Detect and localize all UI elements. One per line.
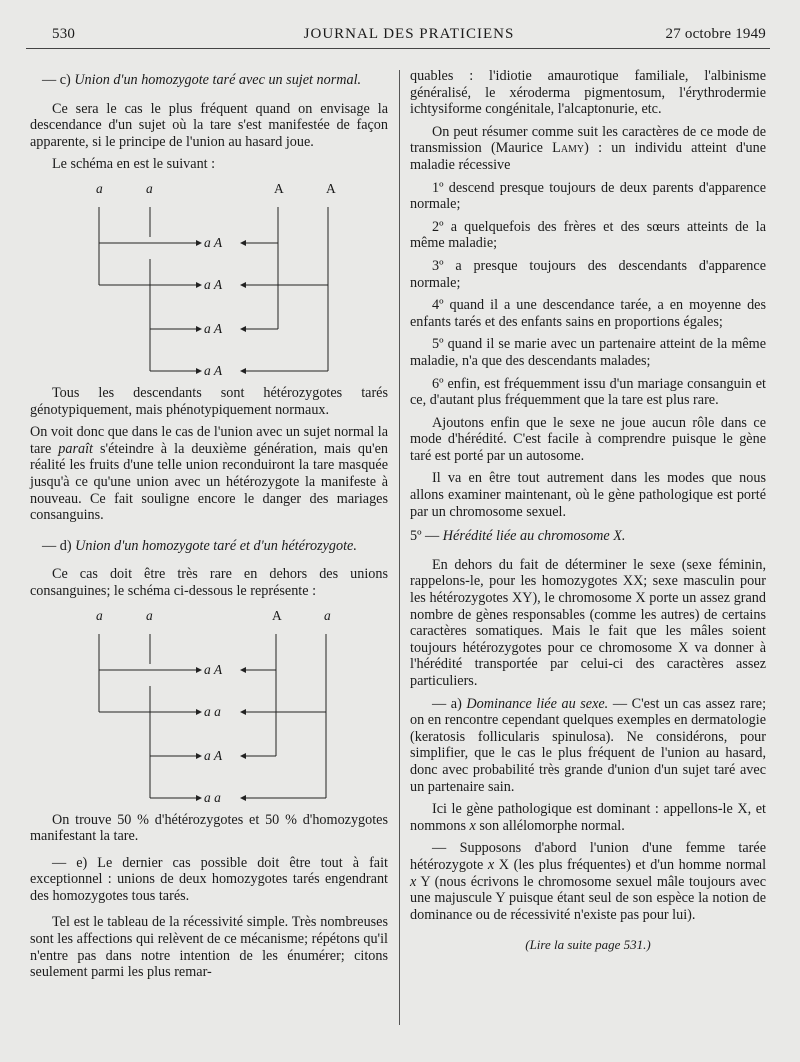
offspring-label: a a (204, 789, 221, 805)
parent-label: a (96, 607, 103, 623)
parent-label: a (324, 607, 331, 623)
offspring-label: a a (204, 703, 221, 719)
section-5-prefix: 5º — (410, 528, 440, 545)
symbol: x (487, 856, 495, 873)
page-number: 530 (52, 26, 76, 42)
continued-note: (Lire la suite page 531.) (525, 937, 651, 953)
section-a-prefix: — a) (432, 695, 462, 712)
arrow (240, 368, 246, 374)
text-run: On voit donc que dans le cas de l'union avec un sujet normal la tare (30, 424, 388, 457)
section-c-prefix: — c) (42, 72, 71, 88)
text-run: s'éteindre à la deuxième génération, mais qu'en réalité les fruits d'une telle union reconduiront la tare masquée jusqu'à ce qu'une union avec un hétérozygote la manifeste à nouveau. Ce fait souligne encore le danger des mariages consanguins. (30, 440, 388, 524)
arrow (196, 753, 202, 759)
arrow (196, 240, 202, 246)
section-a-title: Dominance liée au sexe. (466, 695, 609, 712)
arrow (196, 326, 202, 332)
parent-label: a (146, 607, 153, 623)
issue-date: 27 octobre 1949 (665, 26, 766, 42)
offspring-label: a A (204, 747, 223, 763)
text-run: Y (nous écrivons le chromosome sexuel mâle toujours avec une majuscule Y puisque étant seul de son espèce la notion de dominance ou de récessivité n'existe pas pour lui). (410, 873, 766, 923)
offspring-label: a A (204, 320, 223, 336)
offspring-label: a A (204, 661, 223, 677)
cross-diagram-2 (30, 606, 388, 806)
arrow (196, 667, 202, 673)
section-5-title: Hérédité liée au chromosome X. (442, 528, 626, 545)
section-d-title: Union d'un homozygote taré et d'un hétérozygote. (75, 537, 357, 554)
list-item: 2º a quelquefois des frères et des sœurs atteints de la même maladie; (410, 218, 766, 252)
column-divider (399, 70, 400, 1025)
page-header (52, 26, 766, 44)
paragraph: Ajoutons enfin que le sexe ne joue aucun rôle dans ce mode d'hérédité. C'est facile à comprendre puisque le gène taré est porté par un autosome. (410, 414, 766, 464)
list-item: 1º descend presque toujours de deux parents d'apparence normale; (410, 179, 766, 213)
text-run: Ici le gène pathologique est dominant : appellons-le X, et nommons (410, 801, 766, 834)
paragraph: Ce cas doit être très rare en dehors des unions consanguines; le schéma ci-dessous le représente : (30, 566, 388, 599)
paragraph: Ce sera le cas le plus fréquent quand on envisage la descendance d'un sujet où la tare s'est manifestée de façon apparente, si le principe de l'union au hasard joue. (30, 100, 388, 150)
text-run: son allélomorphe normal. (479, 817, 625, 834)
parent-label: a (96, 180, 103, 196)
paragraph (410, 801, 766, 834)
arrow (196, 795, 202, 801)
paragraph: Le schéma en est le suivant : (52, 156, 216, 173)
paragraph: Il va en être tout autrement dans les modes que nous allons examiner maintenant, où le gène pathologique est porté par un chromosome sexuel. (410, 470, 766, 520)
paragraph: Tel est le tableau de la récessivité simple. Très nombreuses sont les affections qui relèvent de ce mécanisme; répétons qu'il n'entre pas dans notre intention de les énumérer; citons seulement parmi les plus remar- (30, 914, 388, 981)
paragraph: On trouve 50 % d'hétérozygotes et 50 % d'homozygotes manifestant la tare. (30, 811, 388, 845)
header-rule (26, 48, 770, 49)
paragraph: En dehors du fait de déterminer le sexe (sexe féminin, rappelons-le, pour les homozygotes XX; sexe masculin pour les hétérozygotes XY), le chromosome X porte un assez grand nombre de gènes responsables (comme les autres) de certains caractères somatiques. Mais le fait que les mâles soient toujours hétérozygotes pour ce chromosome X va donner à l'hérédité transportée par celui-ci des caractères assez particuliers. (410, 556, 766, 689)
offspring-label: a A (204, 234, 223, 250)
section-a-paragraph (410, 696, 766, 796)
arrow (196, 368, 202, 374)
arrow (240, 326, 246, 332)
text-run: On peut résumer comme suit les caractères de ce mode de transmission (Maurice (410, 123, 766, 157)
text-run: ) : un individu atteint d'une maladie récessive (410, 140, 766, 173)
author-name: Lamy (552, 140, 585, 157)
arrow (240, 667, 246, 673)
paragraph: Tous les descendants sont hétérozygotes tarés génotypiquement, mais phénotypiquement normaux. (30, 384, 388, 418)
list-item: 4º quand il a une descendance tarée, a en moyenne des enfants tarés et des enfants sains en proportions égales; (410, 297, 766, 330)
symbol: x (410, 873, 417, 890)
section-d-prefix: — d) (42, 537, 72, 554)
symbol: x (469, 817, 476, 834)
parent-label: A (326, 180, 336, 196)
parent-label: A (274, 180, 284, 196)
journal-title: JOURNAL DES PRATICIENS (303, 26, 515, 42)
cross-diagram-1 (30, 179, 388, 379)
arrow (240, 709, 246, 715)
paragraph (410, 840, 766, 923)
right-column (410, 68, 766, 954)
arrow (240, 753, 246, 759)
left-column (30, 68, 388, 987)
arrow (196, 282, 202, 288)
section-c-title: Union d'un homozygote taré avec un sujet normal. (74, 72, 362, 88)
arrow (240, 795, 246, 801)
parent-label: A (272, 607, 282, 623)
section-5-heading (410, 528, 766, 545)
text-run: X (les plus fréquentes) et d'un homme normal (498, 856, 767, 873)
section-c-heading (30, 72, 388, 89)
paragraph (30, 424, 388, 524)
parent-label: a (146, 180, 153, 196)
section-a-text: — C'est un cas assez rare; on en rencontre cependant quelques exemples en dermatologie (keratosis follicularis spinulosa). Ne considérons, pour simplifier, que le cas le plus fréquent de l'union au hasard, donc avec probabilité très grande d'union d'un sujet taré avec un partenaire sain. (410, 695, 767, 795)
paragraph: quables : l'idiotie amaurotique familiale, l'albinisme généralisé, le xéroderma pigmentosum, l'érythrodermie ichtysiforme congénitale, l'alcaptonurie, etc. (410, 68, 766, 118)
section-d-heading (30, 538, 388, 555)
emphasis: paraît (58, 440, 93, 457)
paragraph (410, 124, 766, 174)
offspring-label: a A (204, 362, 223, 378)
arrow (196, 709, 202, 715)
arrow (240, 240, 246, 246)
list-item: 5º quand il se marie avec un partenaire atteint de la même maladie, n'a que des descendants malades; (410, 336, 766, 369)
offspring-label: a A (204, 276, 223, 292)
paragraph: — e) Le dernier cas possible doit être tout à fait exceptionnel : unions de deux homozygotes tarés engendrant des homozygotes tous tarés. (30, 854, 388, 904)
list-item: 6º enfin, est fréquemment issu d'un mariage consanguin et ce, d'autant plus fréquemment que la tare est plus rare. (410, 375, 766, 409)
arrow (240, 282, 246, 288)
text-run: — Supposons d'abord l'union d'une femme tarée hétérozygote (410, 840, 766, 873)
list-item: 3º a presque toujours des descendants d'apparence normale; (410, 257, 766, 291)
